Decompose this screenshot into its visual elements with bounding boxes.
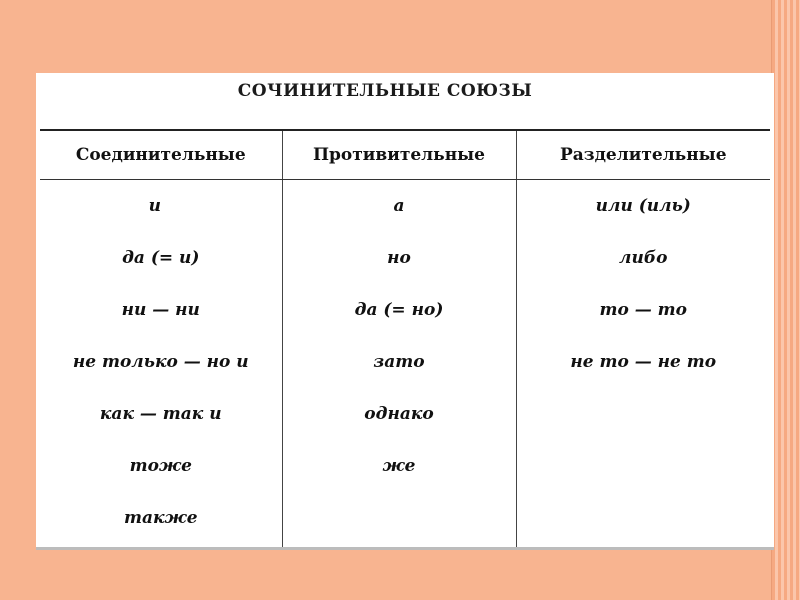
conjunction-item: не то — не то <box>570 352 717 372</box>
conjunction-item: но <box>387 248 411 268</box>
conjunction-item: или (иль) <box>595 196 691 216</box>
conjunction-item: ни — ни <box>121 300 200 320</box>
conjunction-item: либо <box>619 248 668 268</box>
conjunction-item: не только — но и <box>72 352 249 372</box>
conjunction-item: да (= но) <box>354 300 444 320</box>
conjunction-item: однако <box>364 404 434 424</box>
conjunction-item: же <box>382 456 416 476</box>
conjunction-item: тоже <box>129 456 192 476</box>
table-header-row <box>40 130 770 180</box>
conjunction-item: как — так и <box>99 404 222 424</box>
column-header-disjunctive: Разделительные <box>516 130 770 180</box>
disjunctive-conjunctions-cell <box>516 180 770 551</box>
column-header-adversative: Противительные <box>282 130 516 180</box>
conjunction-item: а <box>393 196 405 216</box>
connective-conjunctions-cell <box>40 180 282 551</box>
conjunction-item: также <box>123 508 198 528</box>
slide-content <box>36 73 774 550</box>
conjunction-item: зато <box>373 352 425 372</box>
column-header-connective: Соединительные <box>40 130 282 180</box>
decorative-border-stripes <box>771 0 800 600</box>
conjunction-item: да (= и) <box>122 248 200 268</box>
conjunction-item: то — то <box>599 300 687 320</box>
bottom-divider <box>36 547 774 550</box>
conjunction-item: и <box>148 196 161 216</box>
slide-title-text: СОЧИНИТЕЛЬНЫЕ СОЮЗЫ <box>237 81 533 101</box>
conjunctions-table <box>40 129 770 550</box>
adversative-conjunctions-cell <box>282 180 516 551</box>
table-body-row <box>40 180 770 551</box>
slide-title <box>36 81 774 101</box>
